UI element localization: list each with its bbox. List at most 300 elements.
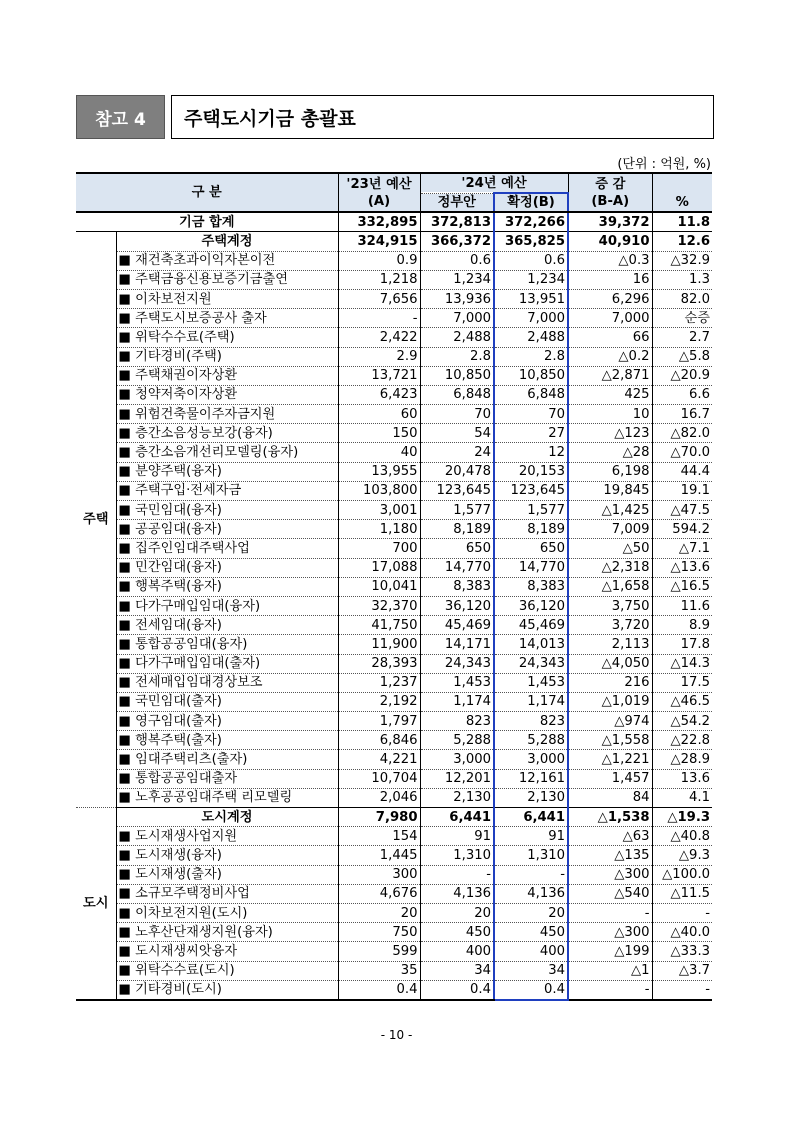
row-label: ■ 집주인임대주택사업 bbox=[116, 539, 338, 558]
gov-cell: - bbox=[420, 865, 494, 884]
final-cell: 365,825 bbox=[494, 232, 568, 251]
table-row bbox=[76, 942, 712, 961]
gov-cell: 5,288 bbox=[420, 731, 494, 750]
table-row bbox=[76, 961, 712, 980]
pct-cell: △16.5 bbox=[652, 577, 712, 596]
pct-cell: 1.3 bbox=[652, 270, 712, 289]
budget23-cell: 17,088 bbox=[338, 558, 420, 577]
pct-cell: - bbox=[652, 903, 712, 922]
budget23-cell: 13,955 bbox=[338, 462, 420, 481]
pct-cell: △11.5 bbox=[652, 884, 712, 903]
pct-cell: △33.3 bbox=[652, 942, 712, 961]
pct-cell: 2.7 bbox=[652, 328, 712, 347]
pct-cell: △7.1 bbox=[652, 539, 712, 558]
change-cell: 6,198 bbox=[568, 462, 652, 481]
row-label: ■ 행복주택(출자) bbox=[116, 731, 338, 750]
table-row bbox=[76, 846, 712, 865]
budget23-cell: 103,800 bbox=[338, 481, 420, 500]
gov-cell: 34 bbox=[420, 961, 494, 980]
pct-cell: 순증 bbox=[652, 309, 712, 328]
pct-cell: 19.1 bbox=[652, 481, 712, 500]
final-cell: 123,645 bbox=[494, 481, 568, 500]
pct-cell: △40.0 bbox=[652, 923, 712, 942]
final-cell: 0.6 bbox=[494, 251, 568, 270]
final-cell: 14,013 bbox=[494, 635, 568, 654]
table-row bbox=[76, 405, 712, 424]
budget23-cell: 300 bbox=[338, 865, 420, 884]
final-cell: 2.8 bbox=[494, 347, 568, 366]
final-cell: 372,266 bbox=[494, 212, 568, 232]
row-label: ■ 분양주택(융자) bbox=[116, 462, 338, 481]
row-label: ■ 다가구매입임대(융자) bbox=[116, 596, 338, 615]
budget23-cell: 0.4 bbox=[338, 980, 420, 1000]
gov-cell: 14,770 bbox=[420, 558, 494, 577]
pct-cell: 4.1 bbox=[652, 788, 712, 807]
budget23-cell: 28,393 bbox=[338, 654, 420, 673]
row-label: ■ 도시재생(출자) bbox=[116, 865, 338, 884]
total-label: 기금 합계 bbox=[76, 212, 338, 232]
header-pct: % bbox=[652, 173, 712, 212]
budget23-cell: 154 bbox=[338, 827, 420, 846]
row-label: ■ 전세매입임대경상보조 bbox=[116, 673, 338, 692]
table-row bbox=[76, 692, 712, 711]
row-label: ■ 주택도시보증공사 출자 bbox=[116, 309, 338, 328]
final-cell: 45,469 bbox=[494, 616, 568, 635]
gov-cell: 70 bbox=[420, 405, 494, 424]
gov-cell: 1,453 bbox=[420, 673, 494, 692]
change-cell: 16 bbox=[568, 270, 652, 289]
row-label: ■ 청약저축이자상환 bbox=[116, 385, 338, 404]
table-row bbox=[76, 347, 712, 366]
budget23-cell: 7,980 bbox=[338, 808, 420, 827]
final-cell: 1,174 bbox=[494, 692, 568, 711]
final-cell: 400 bbox=[494, 942, 568, 961]
change-cell: △1 bbox=[568, 961, 652, 980]
pct-cell: 17.5 bbox=[652, 673, 712, 692]
budget23-cell: 4,676 bbox=[338, 884, 420, 903]
final-cell: 0.4 bbox=[494, 980, 568, 1000]
reference-tag: 참고 4 bbox=[76, 95, 165, 139]
gov-cell: 0.6 bbox=[420, 251, 494, 270]
budget23-cell: - bbox=[338, 309, 420, 328]
pct-cell: △22.8 bbox=[652, 731, 712, 750]
change-cell: - bbox=[568, 980, 652, 1000]
final-cell: 823 bbox=[494, 712, 568, 731]
final-cell: 650 bbox=[494, 539, 568, 558]
header-budget23 bbox=[338, 173, 420, 212]
table-row bbox=[76, 884, 712, 903]
table-row bbox=[76, 731, 712, 750]
change-cell: 7,009 bbox=[568, 520, 652, 539]
final-cell: 20 bbox=[494, 903, 568, 922]
budget23-cell: 1,445 bbox=[338, 846, 420, 865]
budget23-cell: 324,915 bbox=[338, 232, 420, 251]
pct-cell: △3.7 bbox=[652, 961, 712, 980]
row-label: ■ 도시재생사업지원 bbox=[116, 827, 338, 846]
final-cell: - bbox=[494, 865, 568, 884]
final-cell: 10,850 bbox=[494, 366, 568, 385]
urban-subtotal-label: 도시계정 bbox=[116, 808, 338, 827]
row-label: ■ 기타경비(도시) bbox=[116, 980, 338, 1000]
change-cell: △1,425 bbox=[568, 501, 652, 520]
table-row bbox=[76, 520, 712, 539]
budget23-cell: 41,750 bbox=[338, 616, 420, 635]
budget23-cell: 7,656 bbox=[338, 289, 420, 308]
pct-cell: 16.7 bbox=[652, 405, 712, 424]
row-label: ■ 영구임대(출자) bbox=[116, 712, 338, 731]
row-label: ■ 노후산단재생지원(융자) bbox=[116, 923, 338, 942]
change-cell: △2,318 bbox=[568, 558, 652, 577]
row-label: ■ 위탁수수료(도시) bbox=[116, 961, 338, 980]
row-label: ■ 임대주택리츠(출자) bbox=[116, 750, 338, 769]
table-row bbox=[76, 501, 712, 520]
row-label: ■ 위험건축물이주자금지원 bbox=[116, 405, 338, 424]
change-cell: △123 bbox=[568, 424, 652, 443]
table-row bbox=[76, 558, 712, 577]
final-cell: 34 bbox=[494, 961, 568, 980]
change-cell: 39,372 bbox=[568, 212, 652, 232]
gov-cell: 3,000 bbox=[420, 750, 494, 769]
pct-cell: - bbox=[652, 980, 712, 1000]
gov-cell: 91 bbox=[420, 827, 494, 846]
row-label: ■ 통합공공임대(융자) bbox=[116, 635, 338, 654]
change-cell: △300 bbox=[568, 865, 652, 884]
header-row-1 bbox=[76, 173, 712, 193]
final-cell: 1,310 bbox=[494, 846, 568, 865]
change-cell: 425 bbox=[568, 385, 652, 404]
pct-cell: △70.0 bbox=[652, 443, 712, 462]
final-cell: 2,488 bbox=[494, 328, 568, 347]
final-cell: 24,343 bbox=[494, 654, 568, 673]
change-cell: △1,221 bbox=[568, 750, 652, 769]
change-cell: 19,845 bbox=[568, 481, 652, 500]
budget23-cell: 13,721 bbox=[338, 366, 420, 385]
row-label: ■ 기타경비(주택) bbox=[116, 347, 338, 366]
table-row bbox=[76, 424, 712, 443]
change-cell: △974 bbox=[568, 712, 652, 731]
page-title: 주택도시기금 총괄표 bbox=[171, 95, 714, 139]
final-cell: 5,288 bbox=[494, 731, 568, 750]
gov-cell: 10,850 bbox=[420, 366, 494, 385]
change-cell: △1,658 bbox=[568, 577, 652, 596]
change-cell: △63 bbox=[568, 827, 652, 846]
gov-cell: 12,201 bbox=[420, 769, 494, 788]
final-cell: 6,848 bbox=[494, 385, 568, 404]
final-cell: 70 bbox=[494, 405, 568, 424]
change-cell: 1,457 bbox=[568, 769, 652, 788]
row-label: ■ 노후공공임대주택 리모델링 bbox=[116, 788, 338, 807]
table-row bbox=[76, 596, 712, 615]
gov-cell: 450 bbox=[420, 923, 494, 942]
pct-cell: △54.2 bbox=[652, 712, 712, 731]
pct-cell: △14.3 bbox=[652, 654, 712, 673]
table-row bbox=[76, 635, 712, 654]
gov-cell: 7,000 bbox=[420, 309, 494, 328]
change-cell: 66 bbox=[568, 328, 652, 347]
pct-cell: △19.3 bbox=[652, 808, 712, 827]
total-row bbox=[76, 212, 712, 232]
pct-cell: 8.9 bbox=[652, 616, 712, 635]
budget23-cell: 2,422 bbox=[338, 328, 420, 347]
budget23-cell: 11,900 bbox=[338, 635, 420, 654]
table-row bbox=[76, 827, 712, 846]
gov-cell: 372,813 bbox=[420, 212, 494, 232]
row-label: ■ 이차보전지원 bbox=[116, 289, 338, 308]
table-row bbox=[76, 539, 712, 558]
housing-subtotal-row bbox=[76, 232, 712, 251]
budget23-cell: 6,846 bbox=[338, 731, 420, 750]
urban-subtotal-row bbox=[76, 808, 712, 827]
table-row bbox=[76, 251, 712, 270]
budget23-cell: 4,221 bbox=[338, 750, 420, 769]
change-cell: 10 bbox=[568, 405, 652, 424]
final-cell: 91 bbox=[494, 827, 568, 846]
gov-cell: 24 bbox=[420, 443, 494, 462]
pct-cell: 11.8 bbox=[652, 212, 712, 232]
row-label: ■ 전세임대(융자) bbox=[116, 616, 338, 635]
row-label: ■ 층간소음개선리모델링(융자) bbox=[116, 443, 338, 462]
change-cell: 216 bbox=[568, 673, 652, 692]
change-cell: △300 bbox=[568, 923, 652, 942]
gov-cell: 2,130 bbox=[420, 788, 494, 807]
final-cell: 1,453 bbox=[494, 673, 568, 692]
change-cell: △1,019 bbox=[568, 692, 652, 711]
header-gov: 정부안 bbox=[420, 193, 494, 212]
pct-cell: 6.6 bbox=[652, 385, 712, 404]
gov-cell: 1,174 bbox=[420, 692, 494, 711]
table-row bbox=[76, 309, 712, 328]
row-label: ■ 주택구입·전세자금 bbox=[116, 481, 338, 500]
gov-cell: 24,343 bbox=[420, 654, 494, 673]
budget23-cell: 750 bbox=[338, 923, 420, 942]
change-cell: △199 bbox=[568, 942, 652, 961]
budget23-cell: 2,192 bbox=[338, 692, 420, 711]
final-cell: 20,153 bbox=[494, 462, 568, 481]
gov-cell: 1,310 bbox=[420, 846, 494, 865]
final-cell: 1,234 bbox=[494, 270, 568, 289]
change-cell: 3,750 bbox=[568, 596, 652, 615]
gov-cell: 8,189 bbox=[420, 520, 494, 539]
table-row bbox=[76, 788, 712, 807]
budget23-cell: 10,041 bbox=[338, 577, 420, 596]
header-change-label: 증 감 bbox=[595, 176, 626, 192]
table-row bbox=[76, 750, 712, 769]
final-cell: 3,000 bbox=[494, 750, 568, 769]
row-label: ■ 소규모주택정비사업 bbox=[116, 884, 338, 903]
change-cell: - bbox=[568, 903, 652, 922]
final-cell: 27 bbox=[494, 424, 568, 443]
final-cell: 8,383 bbox=[494, 577, 568, 596]
gov-cell: 650 bbox=[420, 539, 494, 558]
budget23-cell: 3,001 bbox=[338, 501, 420, 520]
change-cell: △28 bbox=[568, 443, 652, 462]
gov-cell: 20 bbox=[420, 903, 494, 922]
gov-cell: 8,383 bbox=[420, 577, 494, 596]
gov-cell: 6,848 bbox=[420, 385, 494, 404]
row-label: ■ 층간소음성능보강(융자) bbox=[116, 424, 338, 443]
budget23-cell: 2,046 bbox=[338, 788, 420, 807]
budget23-cell: 2.9 bbox=[338, 347, 420, 366]
gov-cell: 0.4 bbox=[420, 980, 494, 1000]
title-bar bbox=[76, 95, 714, 139]
gov-cell: 1,234 bbox=[420, 270, 494, 289]
budget23-cell: 150 bbox=[338, 424, 420, 443]
pct-cell: 11.6 bbox=[652, 596, 712, 615]
gov-cell: 823 bbox=[420, 712, 494, 731]
budget23-cell: 1,237 bbox=[338, 673, 420, 692]
change-cell: △2,871 bbox=[568, 366, 652, 385]
row-label: ■ 주택채권이자상환 bbox=[116, 366, 338, 385]
row-label: ■ 이차보전지원(도시) bbox=[116, 903, 338, 922]
pct-cell: 13.6 bbox=[652, 769, 712, 788]
final-cell: 450 bbox=[494, 923, 568, 942]
row-label: ■ 국민임대(융자) bbox=[116, 501, 338, 520]
change-cell: △4,050 bbox=[568, 654, 652, 673]
final-cell: 8,189 bbox=[494, 520, 568, 539]
final-cell: 12 bbox=[494, 443, 568, 462]
gov-cell: 45,469 bbox=[420, 616, 494, 635]
final-cell: 14,770 bbox=[494, 558, 568, 577]
table-row bbox=[76, 654, 712, 673]
pct-cell: 12.6 bbox=[652, 232, 712, 251]
change-cell: 2,113 bbox=[568, 635, 652, 654]
row-label: ■ 주택금융신용보증기금출연 bbox=[116, 270, 338, 289]
final-cell: 7,000 bbox=[494, 309, 568, 328]
change-cell: △0.3 bbox=[568, 251, 652, 270]
table-row bbox=[76, 443, 712, 462]
change-cell: △1,558 bbox=[568, 731, 652, 750]
header-change bbox=[568, 173, 652, 212]
gov-cell: 366,372 bbox=[420, 232, 494, 251]
change-cell: 6,296 bbox=[568, 289, 652, 308]
table-row bbox=[76, 328, 712, 347]
gov-cell: 36,120 bbox=[420, 596, 494, 615]
gov-cell: 2,488 bbox=[420, 328, 494, 347]
pct-cell: △13.6 bbox=[652, 558, 712, 577]
table-row bbox=[76, 769, 712, 788]
table-row bbox=[76, 673, 712, 692]
pct-cell: △5.8 bbox=[652, 347, 712, 366]
row-label: ■ 도시재생(융자) bbox=[116, 846, 338, 865]
header-final: 확정(B) bbox=[494, 193, 568, 212]
header-change-sub: (B-A) bbox=[591, 193, 630, 209]
budget23-cell: 60 bbox=[338, 405, 420, 424]
gov-cell: 4,136 bbox=[420, 884, 494, 903]
housing-subtotal-label: 주택계정 bbox=[116, 232, 338, 251]
pct-cell: 594.2 bbox=[652, 520, 712, 539]
table-row bbox=[76, 980, 712, 1000]
budget23-cell: 1,218 bbox=[338, 270, 420, 289]
table-row bbox=[76, 923, 712, 942]
final-cell: 12,161 bbox=[494, 769, 568, 788]
budget23-cell: 0.9 bbox=[338, 251, 420, 270]
pct-cell: 82.0 bbox=[652, 289, 712, 308]
gov-cell: 20,478 bbox=[420, 462, 494, 481]
pct-cell: △47.5 bbox=[652, 501, 712, 520]
table-row bbox=[76, 865, 712, 884]
gov-cell: 400 bbox=[420, 942, 494, 961]
change-cell: △135 bbox=[568, 846, 652, 865]
pct-cell: 17.8 bbox=[652, 635, 712, 654]
budget23-cell: 6,423 bbox=[338, 385, 420, 404]
row-label: ■ 도시재생씨앗융자 bbox=[116, 942, 338, 961]
gov-cell: 2.8 bbox=[420, 347, 494, 366]
final-cell: 4,136 bbox=[494, 884, 568, 903]
pct-cell: △46.5 bbox=[652, 692, 712, 711]
table-row bbox=[76, 903, 712, 922]
change-cell: △50 bbox=[568, 539, 652, 558]
pct-cell: 44.4 bbox=[652, 462, 712, 481]
budget23-cell: 20 bbox=[338, 903, 420, 922]
table-row bbox=[76, 289, 712, 308]
change-cell: △540 bbox=[568, 884, 652, 903]
gov-cell: 6,441 bbox=[420, 808, 494, 827]
budget23-cell: 599 bbox=[338, 942, 420, 961]
budget23-cell: 35 bbox=[338, 961, 420, 980]
row-label: ■ 재건축초과이익자본이전 bbox=[116, 251, 338, 270]
pct-cell: △82.0 bbox=[652, 424, 712, 443]
table-row bbox=[76, 481, 712, 500]
table-row bbox=[76, 616, 712, 635]
row-label: ■ 통합공공임대출자 bbox=[116, 769, 338, 788]
row-label: ■ 다가구매입임대(출자) bbox=[116, 654, 338, 673]
budget23-cell: 1,180 bbox=[338, 520, 420, 539]
row-label: ■ 행복주택(융자) bbox=[116, 577, 338, 596]
budget23-cell: 332,895 bbox=[338, 212, 420, 232]
housing-side-label: 주택 bbox=[76, 232, 116, 808]
budget23-cell: 1,797 bbox=[338, 712, 420, 731]
budget23-cell: 40 bbox=[338, 443, 420, 462]
table-row bbox=[76, 270, 712, 289]
final-cell: 6,441 bbox=[494, 808, 568, 827]
change-cell: 84 bbox=[568, 788, 652, 807]
budget23-cell: 10,704 bbox=[338, 769, 420, 788]
row-label: ■ 민간임대(융자) bbox=[116, 558, 338, 577]
final-cell: 1,577 bbox=[494, 501, 568, 520]
header-budget23-label: '23년 예산 bbox=[346, 176, 412, 192]
pct-cell: △32.9 bbox=[652, 251, 712, 270]
pct-cell: △100.0 bbox=[652, 865, 712, 884]
table-row bbox=[76, 385, 712, 404]
unit-note: (단위 : 억원, %) bbox=[617, 157, 711, 172]
table-row bbox=[76, 712, 712, 731]
row-label: ■ 공공임대(융자) bbox=[116, 520, 338, 539]
pct-cell: △28.9 bbox=[652, 750, 712, 769]
gov-cell: 13,936 bbox=[420, 289, 494, 308]
change-cell: 40,910 bbox=[568, 232, 652, 251]
fund-summary-table bbox=[76, 172, 712, 1001]
header-category: 구 분 bbox=[76, 173, 338, 212]
budget23-cell: 700 bbox=[338, 539, 420, 558]
final-cell: 36,120 bbox=[494, 596, 568, 615]
table-row bbox=[76, 366, 712, 385]
gov-cell: 123,645 bbox=[420, 481, 494, 500]
header-budget23-sub: (A) bbox=[367, 193, 391, 209]
row-label: ■ 국민임대(출자) bbox=[116, 692, 338, 711]
change-cell: △0.2 bbox=[568, 347, 652, 366]
final-cell: 13,951 bbox=[494, 289, 568, 308]
pct-cell: △9.3 bbox=[652, 846, 712, 865]
change-cell: △1,538 bbox=[568, 808, 652, 827]
final-cell: 2,130 bbox=[494, 788, 568, 807]
pct-cell: △20.9 bbox=[652, 366, 712, 385]
gov-cell: 1,577 bbox=[420, 501, 494, 520]
header-budget24: '24년 예산 bbox=[420, 173, 568, 193]
gov-cell: 54 bbox=[420, 424, 494, 443]
urban-side-label: 도시 bbox=[76, 808, 116, 1000]
change-cell: 7,000 bbox=[568, 309, 652, 328]
page-number: - 10 - bbox=[380, 1028, 413, 1042]
